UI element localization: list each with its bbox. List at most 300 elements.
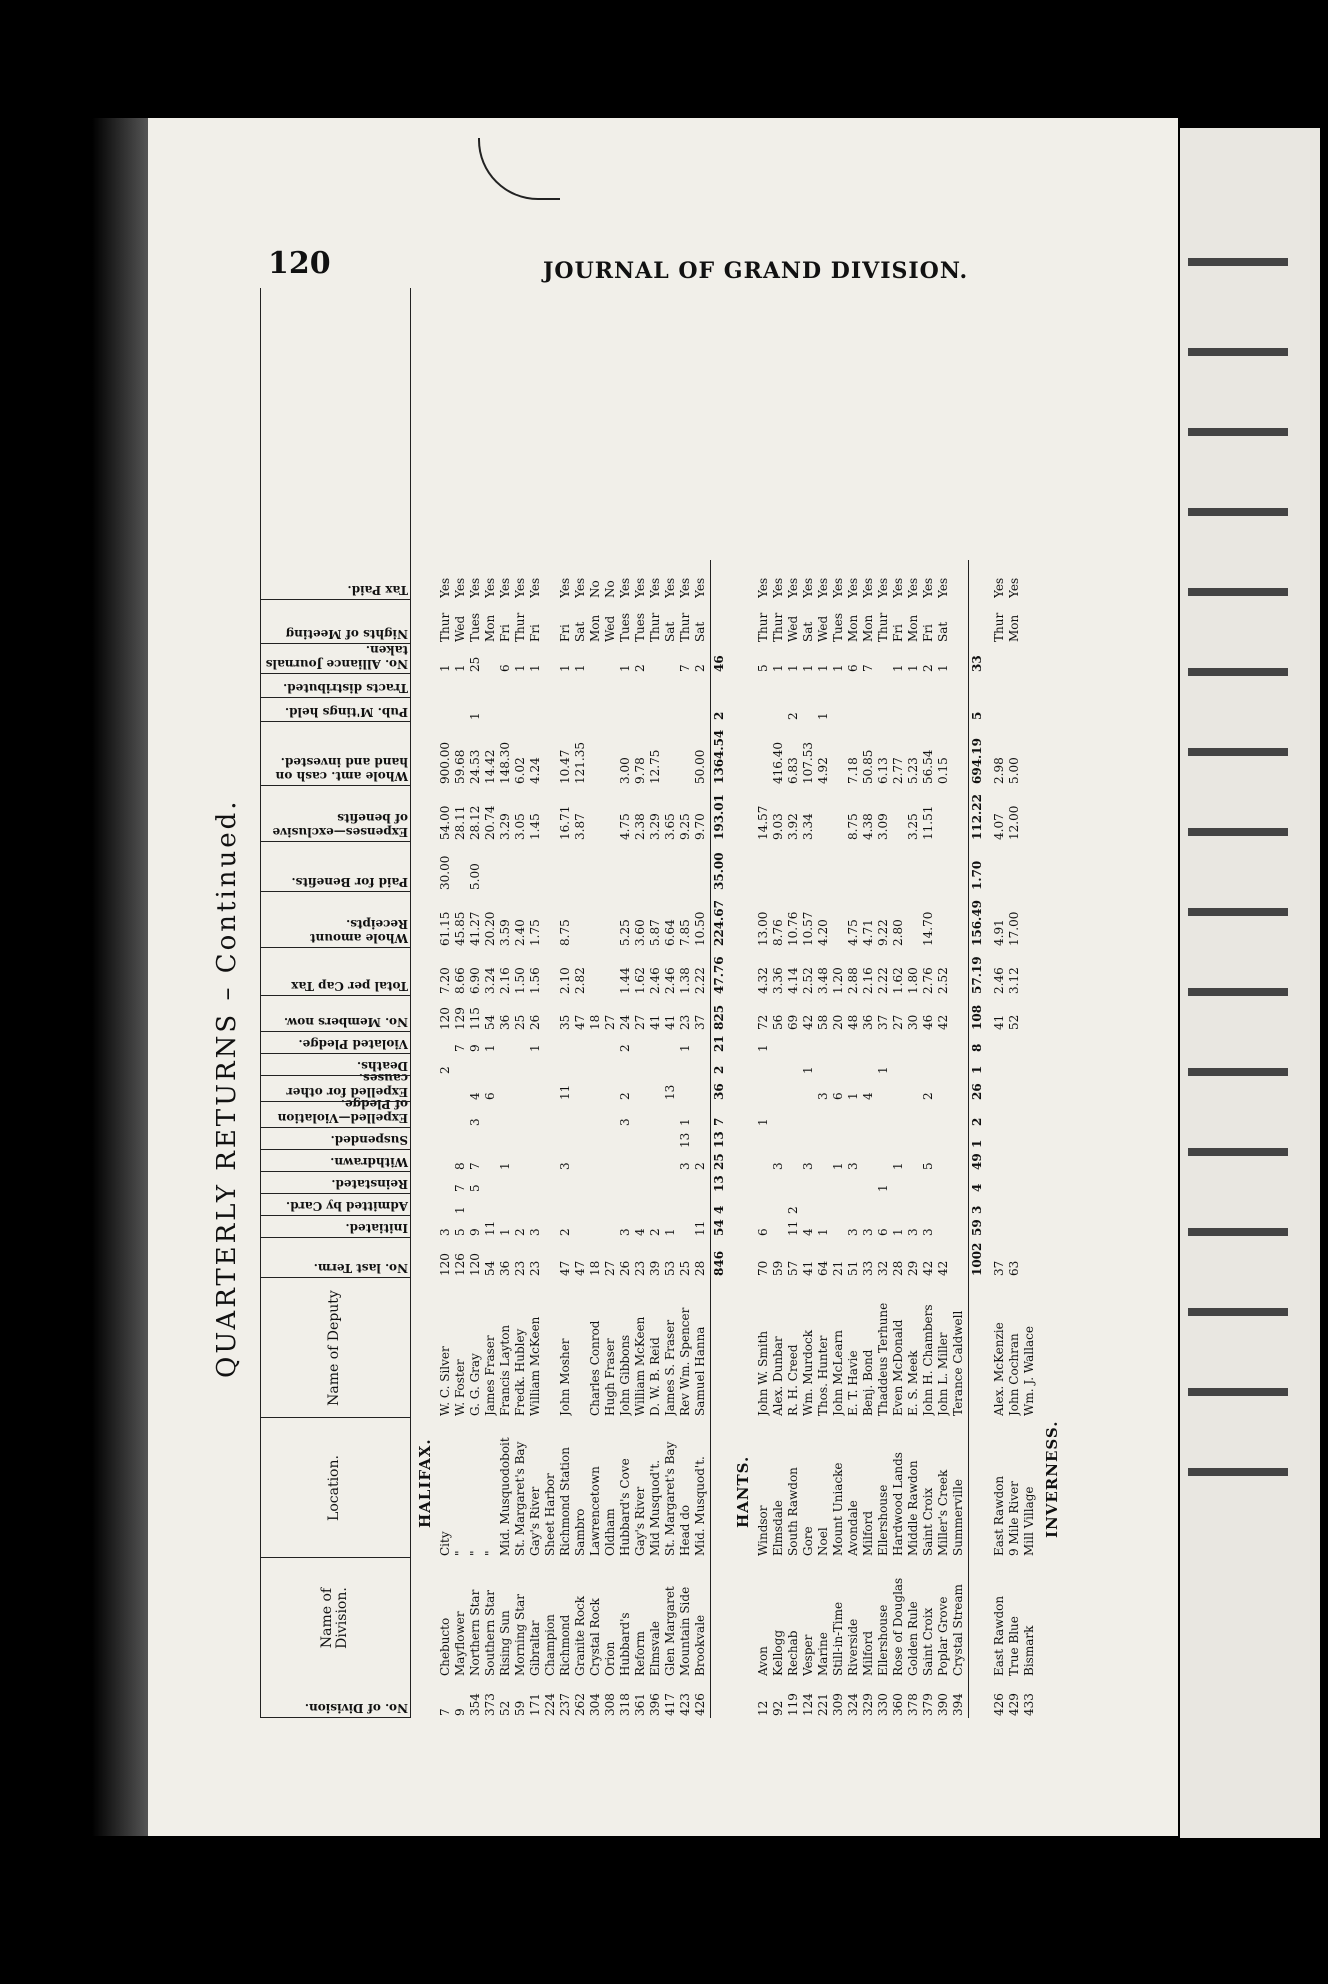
cell-no: 373 xyxy=(483,1693,497,1716)
cell-rec: 45.85 xyxy=(453,911,467,946)
cell-loc: Noel xyxy=(816,1527,830,1556)
column-header-tax-paid: Tax Paid. xyxy=(260,560,410,600)
column-header-members-now: No. Members now. xyxy=(260,996,410,1032)
total-now: 825 xyxy=(712,1004,726,1030)
cell-cap: 2.22 xyxy=(693,967,707,994)
next-page-edge xyxy=(1180,128,1320,1838)
column-header-initiated: Initiated. xyxy=(260,1216,410,1238)
cell-jour: 1 xyxy=(771,664,785,672)
cell-deputy: W. C. Silver xyxy=(438,1346,452,1416)
cell-loc: Mid. Musquod't. xyxy=(693,1456,707,1556)
cell-last: 25 xyxy=(678,1260,692,1276)
column-header-location: Location. xyxy=(260,1417,410,1558)
total-last: 846 xyxy=(712,1250,726,1276)
cell-now: 52 xyxy=(1007,1014,1021,1030)
cell-now: 56 xyxy=(771,1014,785,1030)
cell-no: 433 xyxy=(1022,1693,1036,1716)
cell-cap: 7.20 xyxy=(438,967,452,994)
cell-loc: " xyxy=(483,1550,497,1556)
column-header-whole-receipts: Whole amount Receipts. xyxy=(260,892,410,948)
cell-with: 3 xyxy=(846,1162,860,1170)
cell-init: 3 xyxy=(618,1228,632,1236)
cell-cap: 2.52 xyxy=(801,967,815,994)
cell-init: 3 xyxy=(906,1228,920,1236)
cell-deputy: John Mosher xyxy=(558,1338,572,1416)
cell-jour: 1 xyxy=(513,664,527,672)
cell-tax: No xyxy=(588,580,602,598)
cell-now: 27 xyxy=(603,1014,617,1030)
cell-name: Crystal Rock xyxy=(588,1598,602,1676)
total-cap: 57.19 xyxy=(970,956,984,994)
cell-loc: Mid Musquod't. xyxy=(648,1459,662,1556)
cell-night: Fri xyxy=(498,624,512,642)
cell-last: 41 xyxy=(801,1260,815,1276)
cell-no: 308 xyxy=(603,1693,617,1716)
cell-tax: Yes xyxy=(633,577,647,598)
cell-expn: 3.65 xyxy=(663,813,677,840)
cell-name: Granite Rock xyxy=(573,1595,587,1676)
cell-night: Wed xyxy=(603,615,617,642)
cell-now: 36 xyxy=(498,1014,512,1030)
cell-no: 379 xyxy=(921,1693,935,1716)
column-header-nights: Nights of Meeting xyxy=(260,600,410,644)
cell-cap: 3.36 xyxy=(771,967,785,994)
cell-cap: 2.46 xyxy=(648,967,662,994)
cell-pub: 1 xyxy=(816,712,830,720)
cell-tax: Yes xyxy=(861,577,875,598)
cell-name: Vesper xyxy=(801,1634,815,1676)
column-header-admitted-by-card: Admitted by Card. xyxy=(260,1194,410,1216)
cell-init: 5 xyxy=(453,1228,467,1236)
cell-tax: Yes xyxy=(816,577,830,598)
cell-deputy: R. H. Creed xyxy=(786,1344,800,1416)
cell-init: 6 xyxy=(756,1228,770,1236)
cell-night: Mon xyxy=(906,614,920,642)
cell-viol: 9 xyxy=(468,1044,482,1052)
cell-jour: 1 xyxy=(453,664,467,672)
cell-loc: Mid. Musquodoboit xyxy=(498,1437,512,1556)
cell-viol: 1 xyxy=(756,1044,770,1052)
column-header-name-of-deputy: Name of Deputy xyxy=(260,1277,410,1418)
table-row xyxy=(663,560,677,1718)
table-row xyxy=(906,560,920,1718)
cell-jour: 7 xyxy=(678,664,692,672)
cell-cash: 7.18 xyxy=(846,757,860,784)
cell-night: Sat xyxy=(573,621,587,642)
cell-cap: 2.46 xyxy=(992,967,1006,994)
cell-init: 1 xyxy=(498,1228,512,1236)
cell-jour: 2 xyxy=(633,664,647,672)
cell-last: 23 xyxy=(528,1260,542,1276)
cell-rec: 17.00 xyxy=(1007,911,1021,946)
cell-no: 390 xyxy=(936,1693,950,1716)
total-pub: 2 xyxy=(712,711,726,720)
cell-last: 47 xyxy=(558,1260,572,1276)
cell-cap: 1.50 xyxy=(513,967,527,994)
cell-loc: Hardwood Lands xyxy=(891,1452,905,1556)
cell-now: 47 xyxy=(573,1014,587,1030)
cell-loc: 9 Mile River xyxy=(1007,1481,1021,1556)
cell-no: 119 xyxy=(786,1693,800,1716)
cell-exp1: 3 xyxy=(468,1118,482,1126)
total-death: 2 xyxy=(712,1065,726,1074)
cell-init: 3 xyxy=(921,1228,935,1236)
cell-rec: 4.71 xyxy=(861,919,875,946)
cell-cash: 5.23 xyxy=(906,757,920,784)
cell-expn: 8.75 xyxy=(846,813,860,840)
table-row xyxy=(558,560,572,1718)
cell-last: 120 xyxy=(468,1253,482,1276)
cell-last: 126 xyxy=(453,1253,467,1276)
table-row xyxy=(693,560,707,1718)
cell-loc: St. Margaret's Bay xyxy=(663,1441,677,1556)
cell-deputy: John L. Miller xyxy=(936,1332,950,1416)
cell-last: 28 xyxy=(693,1260,707,1276)
cell-tax: Yes xyxy=(831,577,845,598)
cell-loc: South Rawdon xyxy=(786,1467,800,1556)
cell-night: Wed xyxy=(816,615,830,642)
cell-name: Southern Star xyxy=(483,1589,497,1676)
table-title: QUARTERLY RETURNS – Continued. xyxy=(212,798,242,1378)
cell-deputy: John McLearn xyxy=(831,1329,845,1416)
cell-now: 69 xyxy=(786,1014,800,1030)
cell-tax: Yes xyxy=(618,577,632,598)
table-row xyxy=(453,560,467,1718)
table-row xyxy=(936,560,950,1718)
cell-night: Tues xyxy=(618,613,632,642)
total-cash: 1364.54 xyxy=(712,729,726,784)
cell-last: 64 xyxy=(816,1260,830,1276)
cell-death: 1 xyxy=(801,1066,815,1074)
cell-rec: 4.75 xyxy=(846,919,860,946)
cell-night: Fri xyxy=(891,624,905,642)
cell-deputy: John Gibbons xyxy=(618,1334,632,1416)
table-row xyxy=(992,560,1006,1718)
cell-init: 1 xyxy=(816,1228,830,1236)
cell-cash: 6.13 xyxy=(876,757,890,784)
cell-last: 51 xyxy=(846,1260,860,1276)
cell-last: 26 xyxy=(618,1260,632,1276)
cell-no: 12 xyxy=(756,1700,770,1716)
cell-no: 396 xyxy=(648,1693,662,1716)
cell-cap: 2.52 xyxy=(936,967,950,994)
cell-night: Mon xyxy=(1007,614,1021,642)
table-row xyxy=(831,560,845,1718)
cell-jour: 1 xyxy=(528,664,542,672)
cell-deputy: Benj. Bond xyxy=(861,1349,875,1416)
cell-no: 237 xyxy=(558,1693,572,1716)
cell-tax: Yes xyxy=(528,577,542,598)
cell-last: 39 xyxy=(648,1260,662,1276)
cell-init: 4 xyxy=(633,1228,647,1236)
table-row xyxy=(528,560,542,1718)
cell-name: Gibraltar xyxy=(528,1620,542,1676)
cell-rec: 8.75 xyxy=(558,919,572,946)
cell-init: 1 xyxy=(663,1228,677,1236)
cell-rec: 10.57 xyxy=(801,911,815,946)
cell-no: 318 xyxy=(618,1693,632,1716)
cell-no: 330 xyxy=(876,1693,890,1716)
cell-viol: 1 xyxy=(678,1044,692,1052)
cell-init: 3 xyxy=(528,1228,542,1236)
cell-expn: 1.45 xyxy=(528,813,542,840)
cell-cap: 2.22 xyxy=(876,967,890,994)
total-exp2: 26 xyxy=(970,1083,984,1100)
cell-no: 171 xyxy=(528,1693,542,1716)
page-number: 120 xyxy=(268,246,331,281)
cell-last: 59 xyxy=(771,1260,785,1276)
total-expn: 193.01 xyxy=(712,794,726,840)
table-row xyxy=(1022,560,1036,1718)
cell-tax: Yes xyxy=(786,577,800,598)
cell-rec: 10.50 xyxy=(693,911,707,946)
rule xyxy=(260,288,261,1718)
cell-init: 2 xyxy=(558,1228,572,1236)
cell-no: 92 xyxy=(771,1700,785,1716)
cell-now: 72 xyxy=(756,1014,770,1030)
cell-cap: 2.76 xyxy=(921,967,935,994)
cell-name: Still-in-Time xyxy=(831,1601,845,1676)
cell-last: 27 xyxy=(603,1260,617,1276)
cell-jour: 1 xyxy=(936,664,950,672)
cell-name: Saint Croix xyxy=(921,1607,935,1676)
cell-jour: 7 xyxy=(861,664,875,672)
cell-death: 2 xyxy=(438,1066,452,1074)
cell-with: 3 xyxy=(558,1162,572,1170)
cell-night: Thur xyxy=(438,612,452,642)
cell-cash: 24.53 xyxy=(468,749,482,784)
cell-cash: 107.53 xyxy=(801,742,815,784)
cell-loc: Saint Croix xyxy=(921,1487,935,1556)
cell-with: 3 xyxy=(771,1162,785,1170)
cell-deputy: John Cochran xyxy=(1007,1333,1021,1416)
table-row xyxy=(438,560,452,1718)
cell-expn: 28.11 xyxy=(453,805,467,840)
table-row xyxy=(483,560,497,1718)
cell-no: 378 xyxy=(906,1693,920,1716)
table-row xyxy=(618,560,632,1718)
total-ben: 1.70 xyxy=(970,860,984,890)
cell-rec: 14.70 xyxy=(921,911,935,946)
cell-night: Wed xyxy=(786,615,800,642)
county-heading: HANTS. xyxy=(734,1455,752,1528)
total-card: 4 xyxy=(712,1205,726,1214)
cell-rein: 5 xyxy=(468,1184,482,1192)
rotated-table-region xyxy=(212,288,1072,1718)
total-init: 59 xyxy=(970,1219,984,1236)
cell-name: Morning Star xyxy=(513,1594,527,1676)
cell-name: East Rawdon xyxy=(992,1595,1006,1676)
cell-name: Chebucto xyxy=(438,1617,452,1676)
cell-jour: 2 xyxy=(693,664,707,672)
cell-tax: Yes xyxy=(906,577,920,598)
cell-name: Kellogg xyxy=(771,1629,785,1676)
cell-last: 47 xyxy=(573,1260,587,1276)
table-row xyxy=(861,560,875,1718)
cell-deputy: E. S. Meek xyxy=(906,1350,920,1416)
cell-death: 1 xyxy=(876,1066,890,1074)
cell-jour: 1 xyxy=(558,664,572,672)
section-total-row xyxy=(710,560,727,1718)
column-header-tracts: Tracts distributed. xyxy=(260,674,410,698)
cell-loc: " xyxy=(453,1550,467,1556)
cell-name: Bismark xyxy=(1022,1625,1036,1676)
cell-init: 11 xyxy=(693,1220,707,1236)
cell-viol: 2 xyxy=(618,1044,632,1052)
cell-cap: 4.14 xyxy=(786,967,800,994)
cell-last: 120 xyxy=(438,1253,452,1276)
total-with: 49 xyxy=(970,1153,984,1170)
table-row xyxy=(498,560,512,1718)
cell-now: 23 xyxy=(678,1014,692,1030)
cell-cash: 10.47 xyxy=(558,749,572,784)
cell-now: 42 xyxy=(801,1014,815,1030)
cell-night: Mon xyxy=(483,614,497,642)
column-header-no-of-division: No. of Division. xyxy=(260,1678,410,1718)
cell-cap: 1.80 xyxy=(906,967,920,994)
cell-no: 329 xyxy=(861,1693,875,1716)
cell-expn: 3.92 xyxy=(786,813,800,840)
cell-no: 221 xyxy=(816,1693,830,1716)
cell-cap: 6.90 xyxy=(468,967,482,994)
column-header-expenses: Expenses—exclusive of benefits xyxy=(260,786,410,842)
cell-init: 4 xyxy=(801,1228,815,1236)
cell-cap: 2.16 xyxy=(498,967,512,994)
cell-no: 7 xyxy=(438,1708,452,1716)
cell-name: Rechab xyxy=(786,1630,800,1676)
cell-last: 70 xyxy=(756,1260,770,1276)
cell-deputy: Alex. McKenzie xyxy=(992,1322,1006,1416)
cell-jour: 6 xyxy=(498,664,512,672)
cell-now: 115 xyxy=(468,1007,482,1030)
cell-init: 9 xyxy=(468,1228,482,1236)
cell-now: 18 xyxy=(588,1014,602,1030)
cell-tax: Yes xyxy=(573,577,587,598)
cell-now: 58 xyxy=(816,1014,830,1030)
cell-name: Crystal Stream xyxy=(951,1584,965,1676)
cell-deputy: Charles Conrod xyxy=(588,1320,602,1416)
column-header-no-last-term: No. last Term. xyxy=(260,1238,410,1278)
cell-name: Mayflower xyxy=(453,1611,467,1676)
cell-last: 29 xyxy=(906,1260,920,1276)
cell-tax: Yes xyxy=(678,577,692,598)
cell-expn: 3.09 xyxy=(876,813,890,840)
cell-tax: Yes xyxy=(693,577,707,598)
cell-deputy: Wm. Murdock xyxy=(801,1330,815,1416)
table-row xyxy=(468,560,482,1718)
cell-tax: Yes xyxy=(756,577,770,598)
cell-pub: 1 xyxy=(468,712,482,720)
cell-loc: Hubbard's Cove xyxy=(618,1458,632,1556)
cell-night: Mon xyxy=(588,614,602,642)
total-init: 54 xyxy=(712,1219,726,1236)
total-viol: 21 xyxy=(712,1035,726,1052)
county-heading: INVERNESS. xyxy=(1043,1420,1061,1538)
cell-loc: Oldham xyxy=(603,1508,617,1556)
cell-expn: 4.07 xyxy=(992,813,1006,840)
cell-last: 33 xyxy=(861,1260,875,1276)
cell-cap: 2.16 xyxy=(861,967,875,994)
cell-deputy: Samuel Hanna xyxy=(693,1326,707,1416)
cell-cap: 1.56 xyxy=(528,967,542,994)
cell-now: 27 xyxy=(633,1014,647,1030)
cell-expn: 9.70 xyxy=(693,813,707,840)
cell-expn: 28.12 xyxy=(468,805,482,840)
cell-exp2: 4 xyxy=(468,1092,482,1100)
cell-no: 262 xyxy=(573,1693,587,1716)
total-with: 25 xyxy=(712,1153,726,1170)
cell-cap: 1.44 xyxy=(618,967,632,994)
cell-night: Fri xyxy=(528,624,542,642)
cell-now: 35 xyxy=(558,1014,572,1030)
cell-expn: 3.05 xyxy=(513,813,527,840)
cell-exp1: 3 xyxy=(618,1118,632,1126)
table-row xyxy=(771,560,785,1718)
cell-exp2: 2 xyxy=(618,1092,632,1100)
total-susp: 1 xyxy=(970,1139,984,1148)
cell-rec: 6.64 xyxy=(663,919,677,946)
cell-name: Orion xyxy=(603,1641,617,1676)
cell-with: 7 xyxy=(468,1162,482,1170)
cell-rec: 10.76 xyxy=(786,911,800,946)
total-jour: 46 xyxy=(712,655,726,672)
cell-deputy: John W. Smith xyxy=(756,1330,770,1416)
cell-jour: 5 xyxy=(756,664,770,672)
total-rein: 4 xyxy=(970,1183,984,1192)
cell-loc: Summerville xyxy=(951,1479,965,1556)
cell-cash: 4.92 xyxy=(816,757,830,784)
cell-rec: 4.91 xyxy=(992,919,1006,946)
cell-loc: Ellershouse xyxy=(876,1484,890,1556)
cell-name: Milford xyxy=(861,1630,875,1676)
column-header-deaths: Deaths. xyxy=(260,1054,410,1076)
cell-tax: Yes xyxy=(921,577,935,598)
cell-with: 5 xyxy=(921,1162,935,1170)
total-death: 1 xyxy=(970,1065,984,1074)
cell-night: Thur xyxy=(678,612,692,642)
cell-expn: 2.38 xyxy=(633,813,647,840)
column-header-violated-pledge: Violated Pledge. xyxy=(260,1032,410,1054)
cell-last: 63 xyxy=(1007,1260,1021,1276)
cell-no: 304 xyxy=(588,1693,602,1716)
cell-name: Golden Rule xyxy=(906,1601,920,1676)
cell-night: Sat xyxy=(693,621,707,642)
cell-now: 36 xyxy=(861,1014,875,1030)
cell-cap: 1.20 xyxy=(831,967,845,994)
cell-expn: 3.29 xyxy=(648,813,662,840)
cell-tax: Yes xyxy=(936,577,950,598)
cell-exp2: 2 xyxy=(921,1092,935,1100)
column-header-alliance-journals: No. Alliance Journals taken. xyxy=(260,644,410,674)
cell-deputy: James Fraser xyxy=(483,1335,497,1416)
cell-rec: 5.25 xyxy=(618,919,632,946)
cell-night: Tues xyxy=(633,613,647,642)
table-row xyxy=(678,560,692,1718)
cell-loc: Middle Rawdon xyxy=(906,1460,920,1556)
cell-expn: 16.71 xyxy=(558,805,572,840)
cell-with: 1 xyxy=(831,1162,845,1170)
total-cap: 47.76 xyxy=(712,956,726,994)
cell-night: Sat xyxy=(936,621,950,642)
cell-name: Reform xyxy=(633,1631,647,1676)
column-header-whole-cash: Whole amt. cash on hand and invested. xyxy=(260,722,410,786)
cell-cash: 6.83 xyxy=(786,757,800,784)
cell-cash: 0.15 xyxy=(936,757,950,784)
cell-no: 324 xyxy=(846,1693,860,1716)
total-exp1: 7 xyxy=(712,1117,726,1126)
cell-tax: Yes xyxy=(498,577,512,598)
cell-cash: 121.35 xyxy=(573,742,587,784)
